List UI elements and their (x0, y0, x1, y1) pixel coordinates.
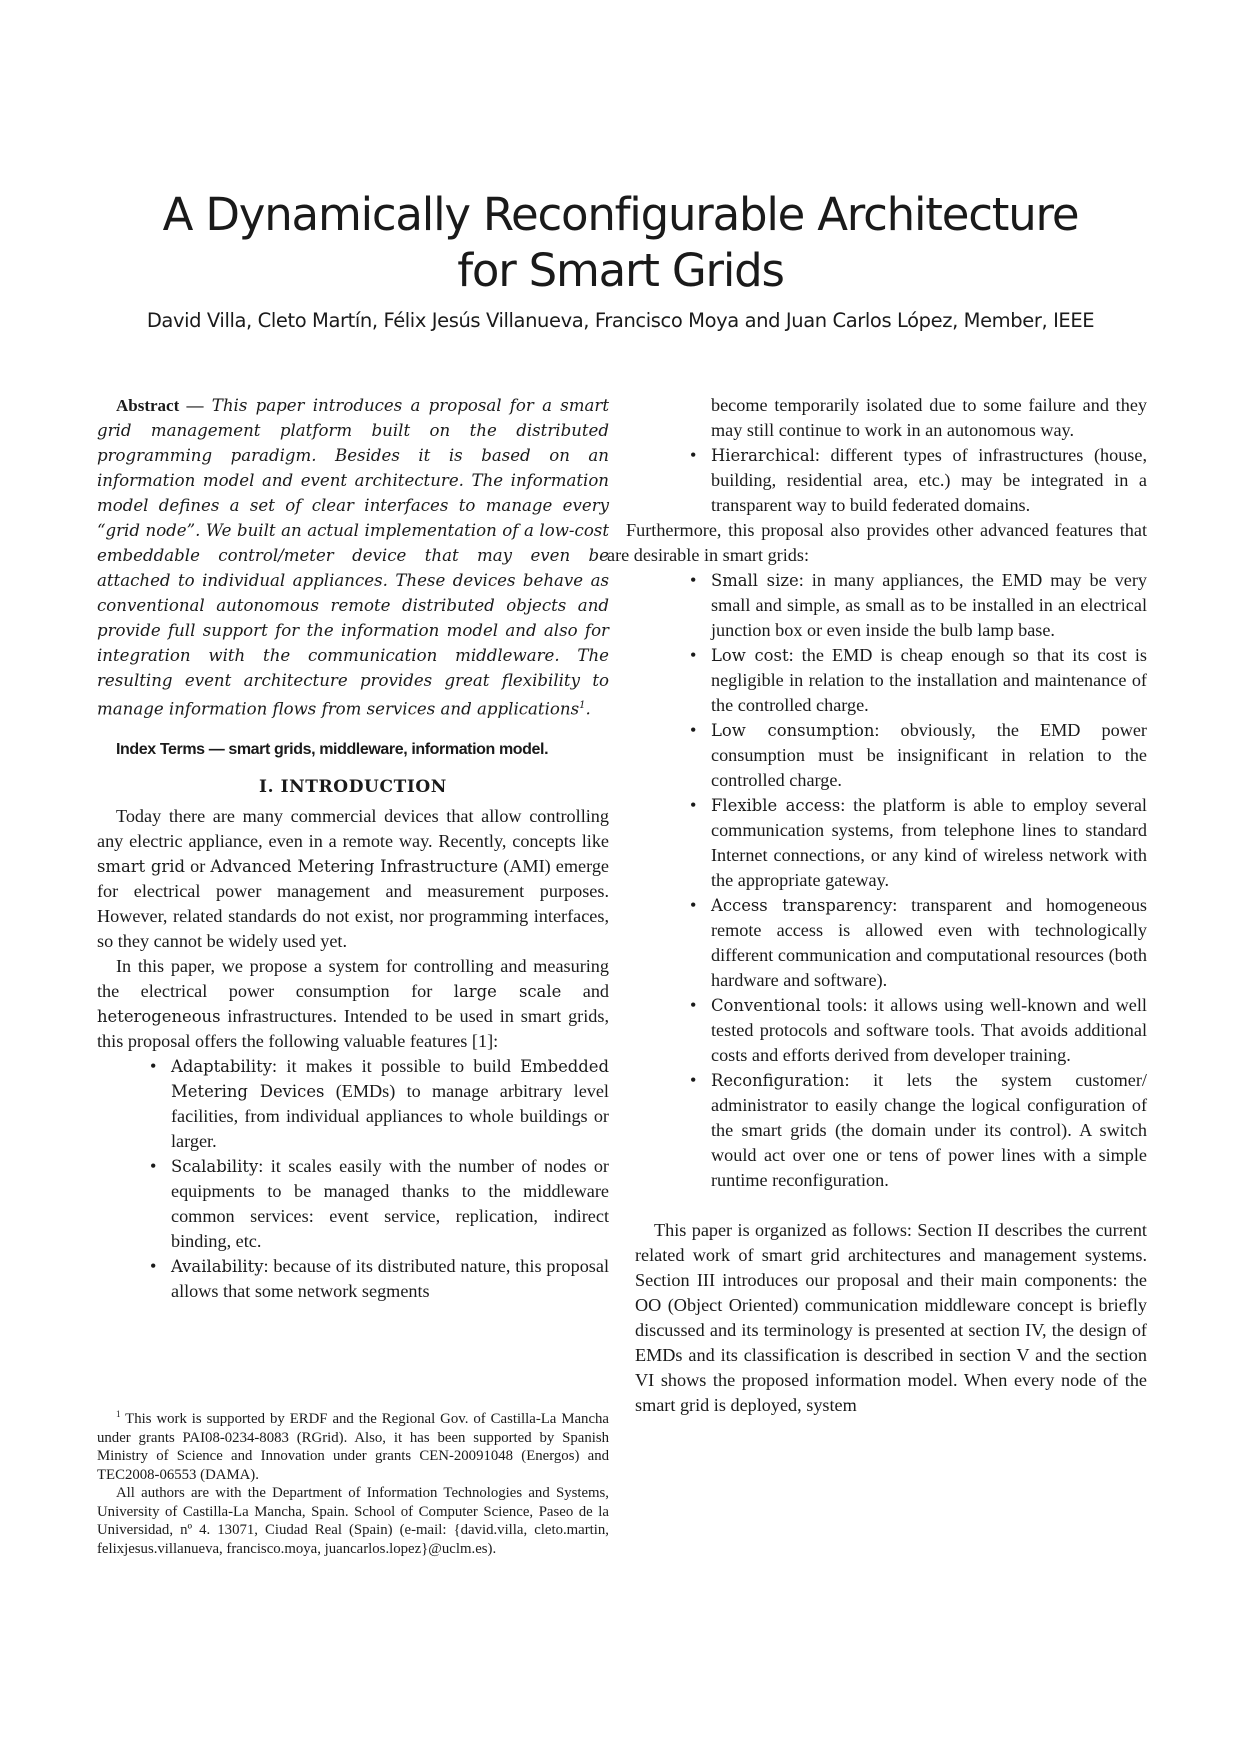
intro-p2-text-b: and (561, 980, 610, 1001)
author-list: David Villa, Cleto Martín, Félix Jesús Villanueva, Francisco Moya and Juan Carlos López, Member, IEEE (146, 309, 1095, 332)
bullet-term: Hierarchical (711, 446, 815, 465)
furthermore-paragraph: Furthermore, this proposal also provides other advanced features that are desirable in smart grids: (607, 520, 1147, 565)
continuation-text: become temporarily isolated due to some failure and they may still continue to work in an autonomous way. (711, 395, 1147, 440)
bullet-term: Small size (711, 571, 799, 590)
bullet-text: : because of its distributed nature, this proposal allows that some network segments (171, 1255, 609, 1301)
left-column (97, 393, 609, 1304)
bullet-term: Availability (171, 1256, 264, 1276)
list-item (690, 643, 1147, 718)
bullet-mark: • (690, 645, 697, 665)
bullet-mark: • (690, 1070, 697, 1090)
bullet-text: : different types of infrastructures (house, building, residential area, etc.) may be integrated in a transparent way to build federated domains. (711, 445, 1147, 515)
intro-paragraph-1 (97, 804, 609, 954)
bullet-mark: • (150, 1255, 157, 1276)
bullet-text: : in many appliances, the EMD may be very small and simple, as small as to be installed in an electrical junction box or even inside the bulb lamp base. (711, 570, 1147, 640)
bullet-term: Scalability (171, 1156, 259, 1176)
bullet-mark: • (150, 1155, 157, 1176)
intro-p1-text-a: Today there are many commercial devices that allow controlling any electric appliance, even in a remote way. Recently, concepts like (97, 805, 609, 851)
title-line-1: A Dynamically Reconfigurable Architecture (162, 188, 1079, 241)
intro-p2-text-a: In this paper, we propose a system for controlling and measuring the electrical power consumption for (97, 955, 609, 1001)
intro-paragraph-2 (97, 954, 609, 1054)
abstract-text: This paper introduces a proposal for a smart grid management platform built on the distributed programming paradigm. Besides it is based on an information model and event architecture. The information model defines a set of clear interfaces to manage every “grid node”. We built an actual implementation of a low-cost embeddable control/meter device that may even be attached to individual appliances. These devices behave as conventional autonomous remote distributed objects and provide full support for the information model and also for integration with the communication middleware. The resulting event architecture provides great flexibility to manage information flows from services and applications (97, 396, 610, 719)
list-item-continuation (690, 393, 1147, 443)
list-item (690, 1068, 1147, 1193)
footnote-2: All authors are with the Department of Information Technologies and Systems, University of Castilla-La Mancha, Spain. School of Computer Science, Paseo de la Universidad, nº 4. 13071, Ciudad Real (Spain) (e-mail: {david.villa, cleto.martin, felixjesus.villanueva, francisco.moya, juancarlos.lopez}@uclm.es). (97, 1485, 609, 1558)
list-item (150, 1054, 609, 1154)
bullet-mark: • (690, 995, 697, 1015)
right-column (607, 393, 1147, 1418)
bullet-text: : it lets the system customer/ administrator to easily change the logical configuration of the smart grids (the domain under its control). A switch would act over one or tens of power lines with a simple runtime reconfiguration. (711, 1070, 1147, 1190)
bullet-term: Low cost (711, 646, 789, 665)
title-line-2: for Smart Grids (457, 244, 784, 297)
bullet-mark: • (690, 720, 697, 740)
list-item (690, 568, 1147, 643)
list-item (690, 718, 1147, 793)
bullet-text: (EMDs) to manage arbitrary level facilities, from individual appliances to whole buildings or larger. (171, 1080, 609, 1151)
bullet-term: Access transparency (711, 896, 893, 915)
intro-p1-text-b: or (185, 855, 211, 876)
organization-paragraph: This paper is organized as follows: Section II describes the current related work of smart grid architectures and management systems. Section III introduces our proposal and their main components: the OO (Object Oriented) communication middleware concept is briefly discussed and its terminology is presented at section IV, the design of EMDs and its classification is described in section V and the section VI shows the proposed information model. When every node of the smart grid is deployed, system (635, 1220, 1147, 1415)
list-item (150, 1154, 609, 1254)
abstract (97, 393, 609, 722)
list-item (690, 893, 1147, 993)
bullet-mark: • (690, 445, 697, 465)
bullet-text: tools: it allows using well-known and well tested protocols and software tools. That avoids additional costs and efforts derived from developer training. (711, 995, 1147, 1065)
bullet-text: : transparent and homogeneous remote access is allowed even with technologically different communication and computational resources (both hardware and software). (711, 895, 1147, 990)
list-item (690, 443, 1147, 518)
bullet-mark: • (690, 795, 697, 815)
footnote-1-text: This work is supported by ERDF and the Regional Gov. of Castilla-La Mancha under grants PAI08-0234-8083 (RGrid). Also, it has been supported by Spanish Ministry of Science and Innovation under grants CEN-20091048 (Energos) and TEC2008-06553 (DAMA). (97, 1410, 609, 1483)
bullet-mark: • (690, 895, 697, 915)
footnotes (97, 1405, 609, 1559)
advanced-features-list (690, 568, 1147, 1193)
list-item (690, 793, 1147, 893)
abstract-end: . (585, 699, 591, 719)
bullet-text: : it scales easily with the number of nodes or equipments to be managed thanks to the middleware common services: event service, replication, indirect binding, etc. (171, 1155, 609, 1251)
footnote-mark: 1 (116, 1409, 121, 1419)
index-terms: Index Terms — smart grids, middleware, information model. (116, 740, 549, 758)
bullet-text: : obviously, the EMD power consumption must be insignificant in relation to the controlled charge. (711, 720, 1147, 790)
footnote-1 (97, 1405, 609, 1484)
intro-p1-em-1: smart grid (97, 856, 185, 876)
intro-p2-text-c: infrastructures. Intended to be used in smart grids, this proposal offers the following valuable features [1]: (97, 1005, 609, 1051)
features-list-right-continued (690, 393, 1147, 518)
bullet-term: Low consumption (711, 721, 875, 740)
bullet-term: Reconfiguration (711, 1071, 845, 1090)
bullet-term: Flexible access (711, 796, 841, 815)
abstract-lead: Abstract — (116, 396, 204, 415)
bullet-em: Embedded Metering Devices (171, 1056, 609, 1101)
bullet-mark: • (690, 570, 697, 590)
intro-p1-em-2: Advanced Metering Infrastructure (210, 856, 499, 876)
bullet-term: Adaptability (171, 1056, 273, 1076)
section-heading-introduction: I. INTRODUCTION (259, 776, 447, 797)
bullet-text: : it makes it possible to build (272, 1055, 521, 1076)
bullet-mark: • (150, 1055, 157, 1076)
bullet-text: : the EMD is cheap enough so that its cost is negligible in relation to the installation and maintenance of the controlled charge. (711, 645, 1147, 715)
bullet-text: : the platform is able to employ several communication systems, from telephone lines to standard Internet connections, or any kind of wireless network with the appropriate gateway. (711, 795, 1147, 890)
intro-p2-em-2: heterogeneous (97, 1006, 221, 1026)
paper-title (0, 187, 1241, 299)
intro-p2-em-1: large scale (453, 981, 562, 1001)
abstract-footnote-mark: 1 (579, 700, 586, 711)
bullet-term: Conventional (711, 996, 821, 1015)
features-list-left (150, 1054, 609, 1304)
list-item (150, 1254, 609, 1304)
intro-p1-text-c: (AMI) emerge for electrical power management and measurement purposes. However, related standards do not exist, nor programming interfaces, so they cannot be widely used yet. (97, 855, 609, 951)
list-item (690, 993, 1147, 1068)
